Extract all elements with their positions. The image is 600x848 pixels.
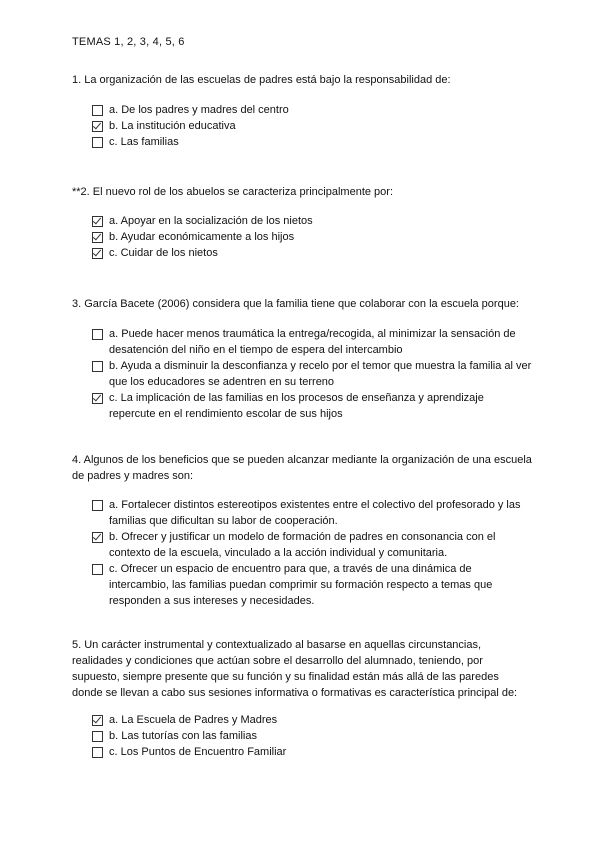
option-label: c. Las familias — [109, 136, 179, 148]
checkbox-unchecked-icon[interactable] — [92, 564, 103, 575]
question-3-options — [92, 326, 532, 422]
option-label: b. Ayuda a disminuir la desconfianza y recelo por el temor que muestra la familia al ver que los educadores se adentren en su terreno — [109, 360, 532, 388]
question-5-text: 5. Un carácter instrumental y contextualizado al basarse en aquellas circunstancias, realidades y condiciones que actúan sobre el desarrollo del alumnado, teniendo, por supuesto, siempre presente que su función y su finalidad están más allá de las paredes donde se llevan a cabo sus sesiones informativa o formativas es característica principal de: — [72, 639, 518, 699]
option-label: a. De los padres y madres del centro — [109, 104, 289, 116]
option-label: a. Puede hacer menos traumática la entrega/recogida, al minimizar la sensación de desatención del niño en el tiempo de espera del intercambio — [109, 328, 516, 356]
option-label: a. Apoyar en la socialización de los nietos — [109, 215, 313, 227]
checkbox-unchecked-icon[interactable] — [92, 731, 103, 742]
question-5-options — [92, 712, 532, 760]
page-header: TEMAS 1, 2, 3, 4, 5, 6 — [72, 36, 185, 48]
option-item[interactable] — [92, 497, 532, 529]
checkbox-checked-icon[interactable] — [92, 532, 103, 543]
option-item[interactable] — [92, 744, 532, 760]
question-1-options — [92, 102, 532, 150]
question-2-options — [92, 213, 532, 261]
option-item[interactable] — [92, 102, 532, 118]
checkbox-checked-icon[interactable] — [92, 393, 103, 404]
option-item[interactable] — [92, 213, 532, 229]
checkbox-unchecked-icon[interactable] — [92, 137, 103, 148]
option-item[interactable] — [92, 712, 532, 728]
question-3-text: 3. García Bacete (2006) considera que la familia tiene que colaborar con la escuela porque: — [72, 298, 519, 310]
option-label: c. Los Puntos de Encuentro Familiar — [109, 746, 287, 758]
option-item[interactable] — [92, 245, 532, 261]
option-label: c. La implicación de las familias en los procesos de enseñanza y aprendizaje repercute en el rendimiento escolar de sus hijos — [109, 392, 484, 420]
option-label: b. La institución educativa — [109, 120, 236, 132]
option-item[interactable] — [92, 326, 532, 358]
checkbox-unchecked-icon[interactable] — [92, 747, 103, 758]
checkbox-checked-icon[interactable] — [92, 715, 103, 726]
option-label: a. La Escuela de Padres y Madres — [109, 714, 278, 726]
question-4-text: 4. Algunos de los beneficios que se pueden alcanzar mediante la organización de una escuela de padres y madres son: — [72, 454, 532, 482]
option-item[interactable] — [92, 358, 532, 390]
question-4-options — [92, 497, 532, 609]
option-label: a. Fortalecer distintos estereotipos existentes entre el colectivo del profesorado y las familias que dificultan su labor de cooperación. — [109, 499, 521, 527]
option-item[interactable] — [92, 529, 532, 561]
question-1-text: 1. La organización de las escuelas de padres está bajo la responsabilidad de: — [72, 74, 451, 86]
question-2-text: **2. El nuevo rol de los abuelos se caracteriza principalmente por: — [72, 186, 394, 198]
checkbox-unchecked-icon[interactable] — [92, 361, 103, 372]
option-label: b. Las tutorías con las familias — [109, 730, 257, 742]
option-item[interactable] — [92, 229, 532, 245]
checkbox-unchecked-icon[interactable] — [92, 500, 103, 511]
option-label: b. Ayudar económicamente a los hijos — [109, 231, 295, 243]
option-item[interactable] — [92, 118, 532, 134]
option-label: c. Ofrecer un espacio de encuentro para que, a través de una dinámica de intercambio, las familias puedan comprimir su formación respecto a temas que responden a sus intereses y necesidades. — [109, 563, 493, 607]
checkbox-checked-icon[interactable] — [92, 248, 103, 259]
option-label: b. Ofrecer y justificar un modelo de formación de padres en consonancia con el contexto de la escuela, vinculado a la acción individual y comunitaria. — [109, 531, 496, 559]
option-item[interactable] — [92, 134, 532, 150]
option-item[interactable] — [92, 561, 532, 609]
checkbox-checked-icon[interactable] — [92, 232, 103, 243]
checkbox-checked-icon[interactable] — [92, 216, 103, 227]
option-label: c. Cuidar de los nietos — [109, 247, 218, 259]
checkbox-unchecked-icon[interactable] — [92, 329, 103, 340]
checkbox-unchecked-icon[interactable] — [92, 105, 103, 116]
option-item[interactable] — [92, 728, 532, 744]
option-item[interactable] — [92, 390, 532, 422]
checkbox-checked-icon[interactable] — [92, 121, 103, 132]
